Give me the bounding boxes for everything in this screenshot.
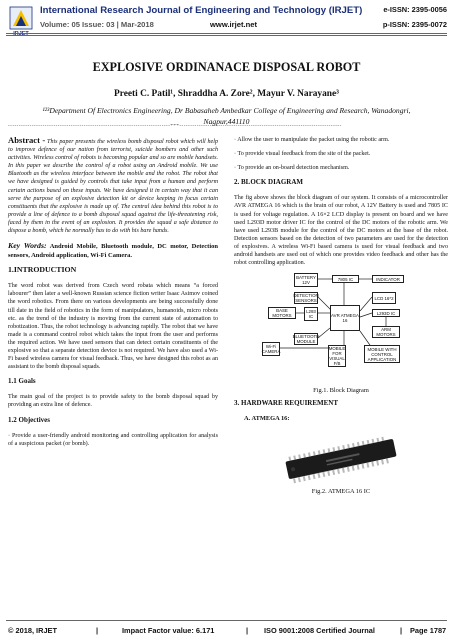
objectives-heading: 1.2 Objectives [8,415,50,424]
block-diagram [234,273,448,385]
indicator-block: INDICATOR [372,275,404,283]
bluetooth-module-block: BLUETOOTH MODULE [292,334,320,345]
abstract-text: This paper presents the wireless bomb disposal robot which will help to improve defence of our nation from terrorist, suicide bombers and other such activities. Wireless control of robots is becoming popular and so are mobile handsets. In this paper we describe the control of a robot using an Android mobile. We use Bluetooth as the wireless interface between the mobile and the robot. The robot that we have designed is guided by controls that take input from a human and perform certain actions based on these inputs. We have designed it in certain way that it can serve the purpose of an explosive detection kit or device keeping in focus certain constituents that the explosive is made up of. The central idea behind this robot is to provide a line of defence to a bomb disposal squad against the life-threatening risk, faced by them in the event of an explosion. It provides the squad a safe distance to dispose a bomb, which he normally has to do with his bare hands. [8,139,218,235]
left-column [8,136,218,454]
irjet-logo [9,6,33,36]
footer-impact-factor: Impact Factor value: 6.171 [122,626,215,635]
footer-rule [6,620,447,621]
wifi-camera-block: Wi-Fi CAMERA [261,344,281,355]
author-affiliation: ¹²³Department Of Electronics Engineering, Dr Babasaheb Ambedkar College of Engineering and Research, Wanadongri, Nagpur,441110 [42,106,411,126]
ic7805-block: 7805 IC [332,275,359,283]
goals-paragraph: The main goal of the project is to provide safety to the bomb disposal squad by providing an extra line of defence. [8,394,218,409]
l293d-ic-block: L293D IC [372,309,400,317]
keywords [8,241,218,260]
avr-atmega16-block: AVR ATMEGA 16 [330,305,360,331]
section-divider: ---------------------------------------------------------------------------***--------------------------------------------------------------------------- [8,124,342,129]
goals-heading: 1.1 Goals [8,377,36,386]
footer-separator-1: | [96,626,99,635]
right-column [234,136,448,499]
journal-header [0,0,453,44]
abstract-label: Abstract - [8,135,46,145]
l293-ic-block: L293 IC [304,307,318,321]
fig2-caption: Fig.2. ATMEGA 16 IC [311,487,371,495]
hardware-heading: 3. HARDWARE REQUIREMENT [234,399,339,408]
footer-copyright: © 2018, IRJET [8,626,57,635]
abstract [8,136,218,235]
journal-title: International Research Journal of Engineering and Technology (IRJET) [40,5,363,16]
intro-heading: 1.INTRODUCTION [8,265,77,275]
footer-page-number: Page 1787 [410,626,447,635]
atmega16-subheading: A. ATMEGA 16: [244,415,290,423]
journal-footer [0,622,453,640]
intro-paragraph: The word robot was derived from Czech word robata which means “a forced labourer” then later a well-known Russian science fiction writer Isaac Asimov coined the word robotics. From there on various developments are being successfully done till date in the field of robotics in the form of manipulators, humanoids, micro robots etc. as the trend of the industry is moving from the current state of automation to robotization. Thus, the robot technology is advancing rapidly. The robot that we have made is a command control robot which takes the input from the user and performs the required action. We have used sensors that can detect certain constituents of the explosive so that a separate detection device is not required. We have also used a Wi-Fi based wireless camera for visual feedback. Thus, we have designed this robot as an assistant to the bomb disposal squads. [8,283,218,371]
objectives-bullet-1: · Provide a user-friendly android monitoring and controlling application for analysis of a suspicious packet (or bomb). [8,432,218,447]
objectives-bullet-2: · Allow the user to manipulate the packet using the robotic arm. [234,137,390,143]
footer-iso: ISO 9001:2008 Certified Journal [264,626,375,635]
paper-authors: Preeti C. Patil¹, Shraddha A. Zore², Mayur V. Narayane³ [113,89,339,99]
journal-website-link[interactable]: www.irjet.net [210,20,257,29]
pissn: p-ISSN: 2395-0072 [382,20,447,29]
objectives-bullet-4: · To provide an on-board detection mechanism. [234,165,350,172]
fig1-caption: Fig.1. Block Diagram [313,387,369,395]
atmega16-ic-icon [276,432,406,486]
keywords-label: Key Words: [8,241,47,251]
footer-separator-2: | [246,626,249,635]
header-rule [6,33,447,34]
eissn: e-ISSN: 2395-0056 [383,5,447,14]
lcd-block: LCD 16*2 [372,292,396,304]
base-motors-block: BASE MOTORS [268,307,296,319]
footer-separator-3: | [400,626,403,635]
block-diagram-paragraph: The fig above shows the block diagram of our system. It consists of a microcontroller AVR ATMEGA 16 which is the brain of our robot, A 12V Battery is used and 7805 IC is used for voltage regulation. A 16×2 LCD display is present on board and we have used L293D motor driver IC for the control of the DC motors of the robotic arm. We have used L293B module for the control of the DC motors at the base of the robot. Detection sensors based on the detection of two parameters are used for the detection of explosives. A wireless Wi-Fi based camera is used for visual feedback and two android handsets are used out of which one provides video feedback and other has the robot controlling application. [234,195,448,267]
block-diagram-heading: 2. BLOCK DIAGRAM [234,178,304,187]
objectives-bullet-3: · To provide visual feedback from the site of the packet. [234,151,371,158]
paper-title: EXPLOSIVE ORDINANACE DISPOSAL ROBOT [92,60,361,74]
detection-sensors-block: DETECTION SENSORS [293,293,319,304]
volume-issue: Volume: 05 Issue: 03 | Mar-2018 [40,20,154,29]
arm-motors-block: ARM MOTORS [372,326,400,338]
header-rule-2 [6,35,447,36]
mobile-control-block: MOBILE WITH CONTROL APPLICATION [364,345,400,363]
keywords-text: Android Mobile, Bluetooth module, DC motor, Detection sensors, Android application, Wi-Fi Camera. [8,243,218,260]
battery-block: BATTERY 12V [294,273,318,287]
atmega16-chip-image [276,432,406,486]
mobile-visual-block: MOBILE FOR VISUAL F/B [328,346,346,367]
